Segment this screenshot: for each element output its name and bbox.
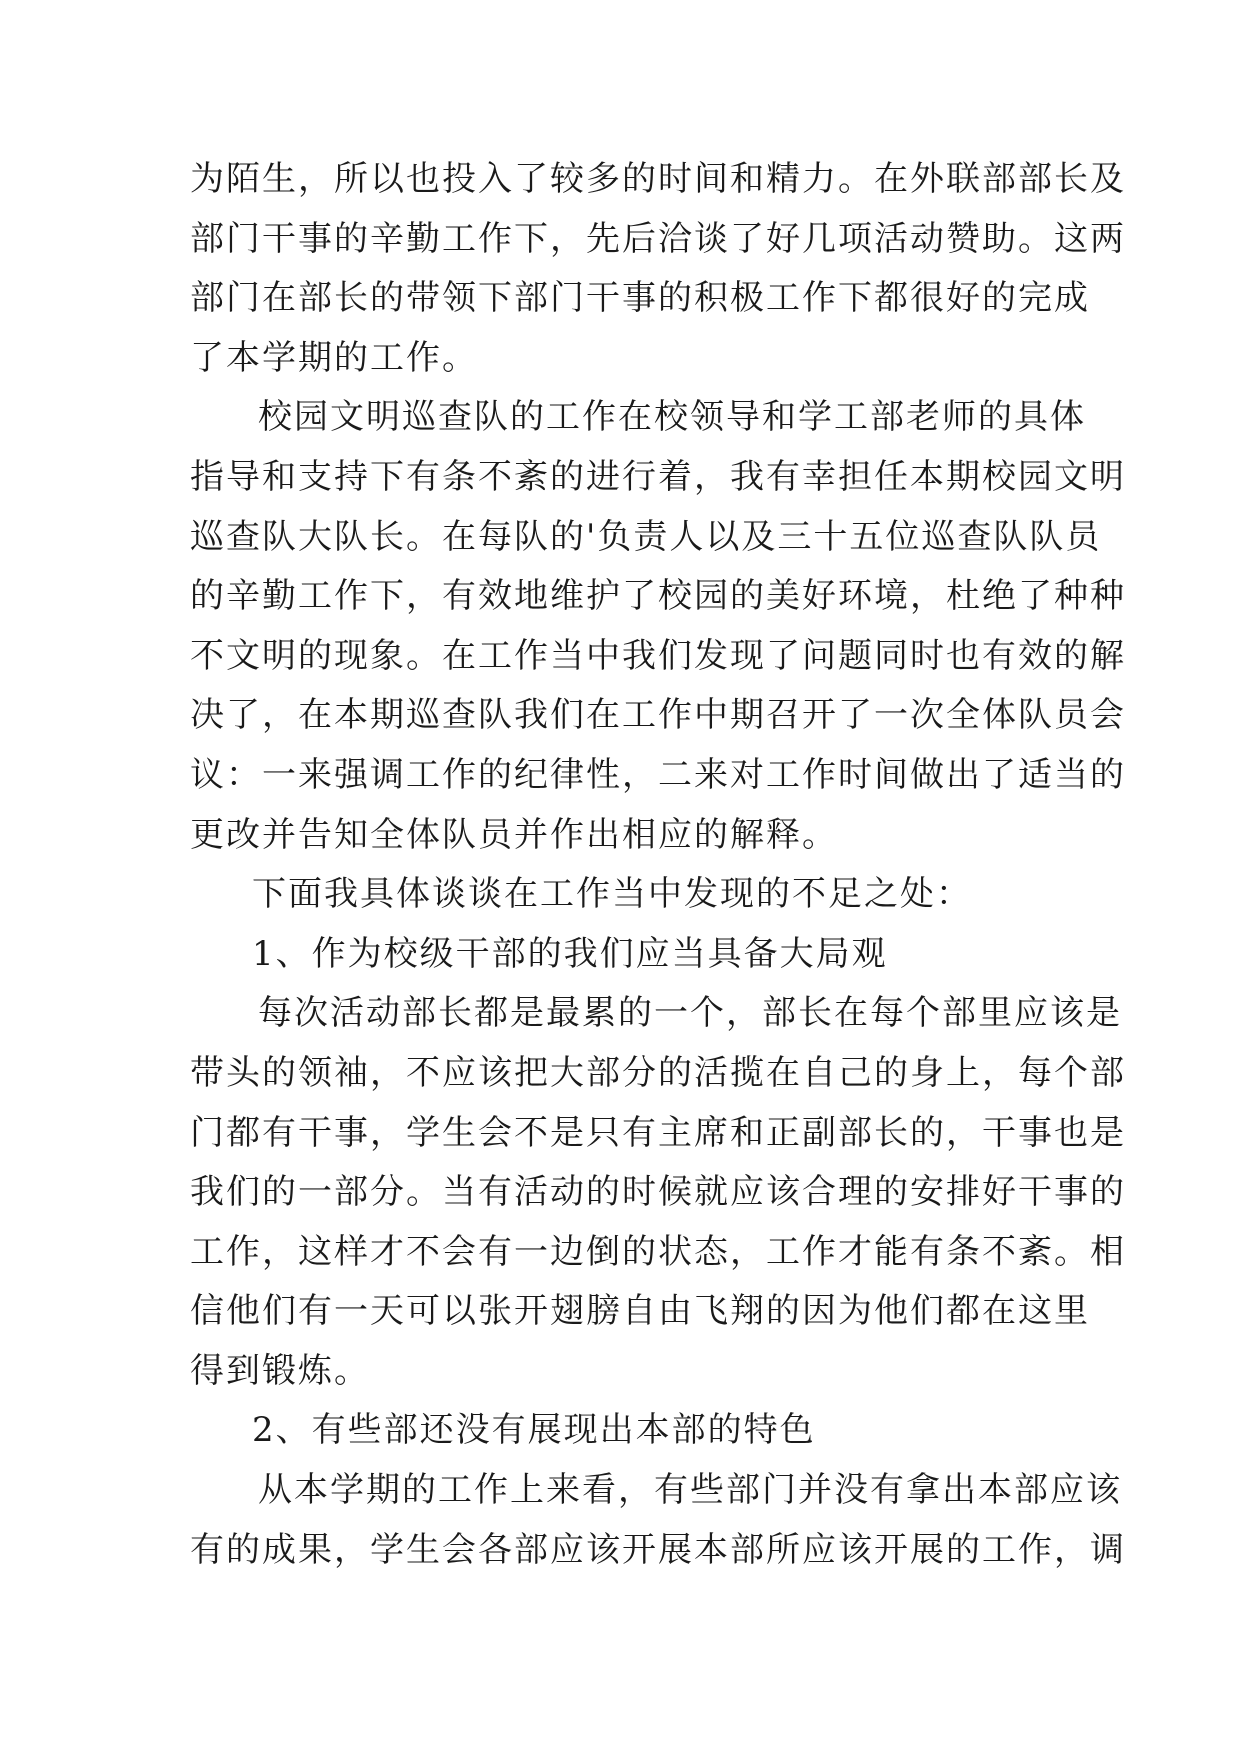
text-line: 有的成果，学生会各部应该开展本部所应该开展的工作，调 — [190, 1529, 1126, 1570]
text-line: 门都有干事，学生会不是只有主席和正副部长的，干事也是 — [190, 1112, 1126, 1153]
text-line: 2、有些部还没有展现出本部的特色 — [252, 1410, 816, 1451]
text-line: 为陌生，所以也投入了较多的时间和精力。在外联部部长及 — [190, 159, 1126, 199]
paragraph-3 — [190, 865, 1052, 925]
text-line: 1、作为校级干部的我们应当具备大局观 — [252, 933, 888, 974]
text-line: 工作，这样才不会有一边倒的状态，工作才能有条不紊。相 — [190, 1231, 1126, 1272]
text-line: 从本学期的工作上来看，有些部门并没有拿出本部应该 — [258, 1470, 1122, 1511]
text-line: 部门在部长的带领下部门干事的积极工作下都很好的完成 — [190, 278, 1090, 319]
paragraph-1 — [190, 150, 1126, 388]
text-line: 不文明的现象。在工作当中我们发现了问题同时也有效的解 — [190, 635, 1126, 676]
text-line: 的辛勤工作下，有效地维护了校园的美好环境，杜绝了种种 — [190, 576, 1126, 617]
text-line: 下面我具体谈谈在工作当中发现的不足之处： — [252, 874, 972, 915]
text-line: 每次活动部长都是最累的一个，部长在每个部里应该是 — [258, 993, 1122, 1034]
text-line: 更改并告知全体队员并作出相应的解释。 — [190, 814, 838, 855]
text-line: 决了，在本期巡查队我们在工作中期召开了一次全体队员会 — [190, 695, 1126, 736]
text-line: 得到锻炼。 — [190, 1350, 370, 1391]
section-heading-1 — [190, 925, 1052, 985]
text-line: 巡查队大队长。在每队的'负责人以及三十五位巡查队队员 — [190, 516, 1102, 557]
text-line: 指导和支持下有条不紊的进行着，我有幸担任本期校园文明 — [190, 456, 1126, 497]
paragraph-4 — [190, 984, 1126, 1401]
text-line: 了本学期的工作。 — [190, 337, 478, 378]
text-line: 我们的一部分。当有活动的时候就应该合理的安排好干事的 — [190, 1172, 1126, 1213]
text-line: 带头的领袖，不应该把大部分的活揽在自己的身上，每个部 — [190, 1052, 1126, 1093]
text-line: 信他们有一天可以张开翅膀自由飞翔的因为他们都在这里 — [190, 1291, 1090, 1332]
text-line: 部门干事的辛勤工作下，先后洽谈了好几项活动赞助。这两 — [190, 218, 1126, 259]
text-line: 校园文明巡查队的工作在校领导和学工部老师的具体 — [258, 397, 1086, 438]
paragraph-5 — [190, 1461, 1126, 1580]
document-page — [190, 150, 1126, 1580]
paragraph-2 — [190, 388, 1126, 865]
section-heading-2 — [190, 1401, 1052, 1461]
text-line: 议：一来强调工作的纪律性，二来对工作时间做出了适当的 — [190, 754, 1126, 795]
